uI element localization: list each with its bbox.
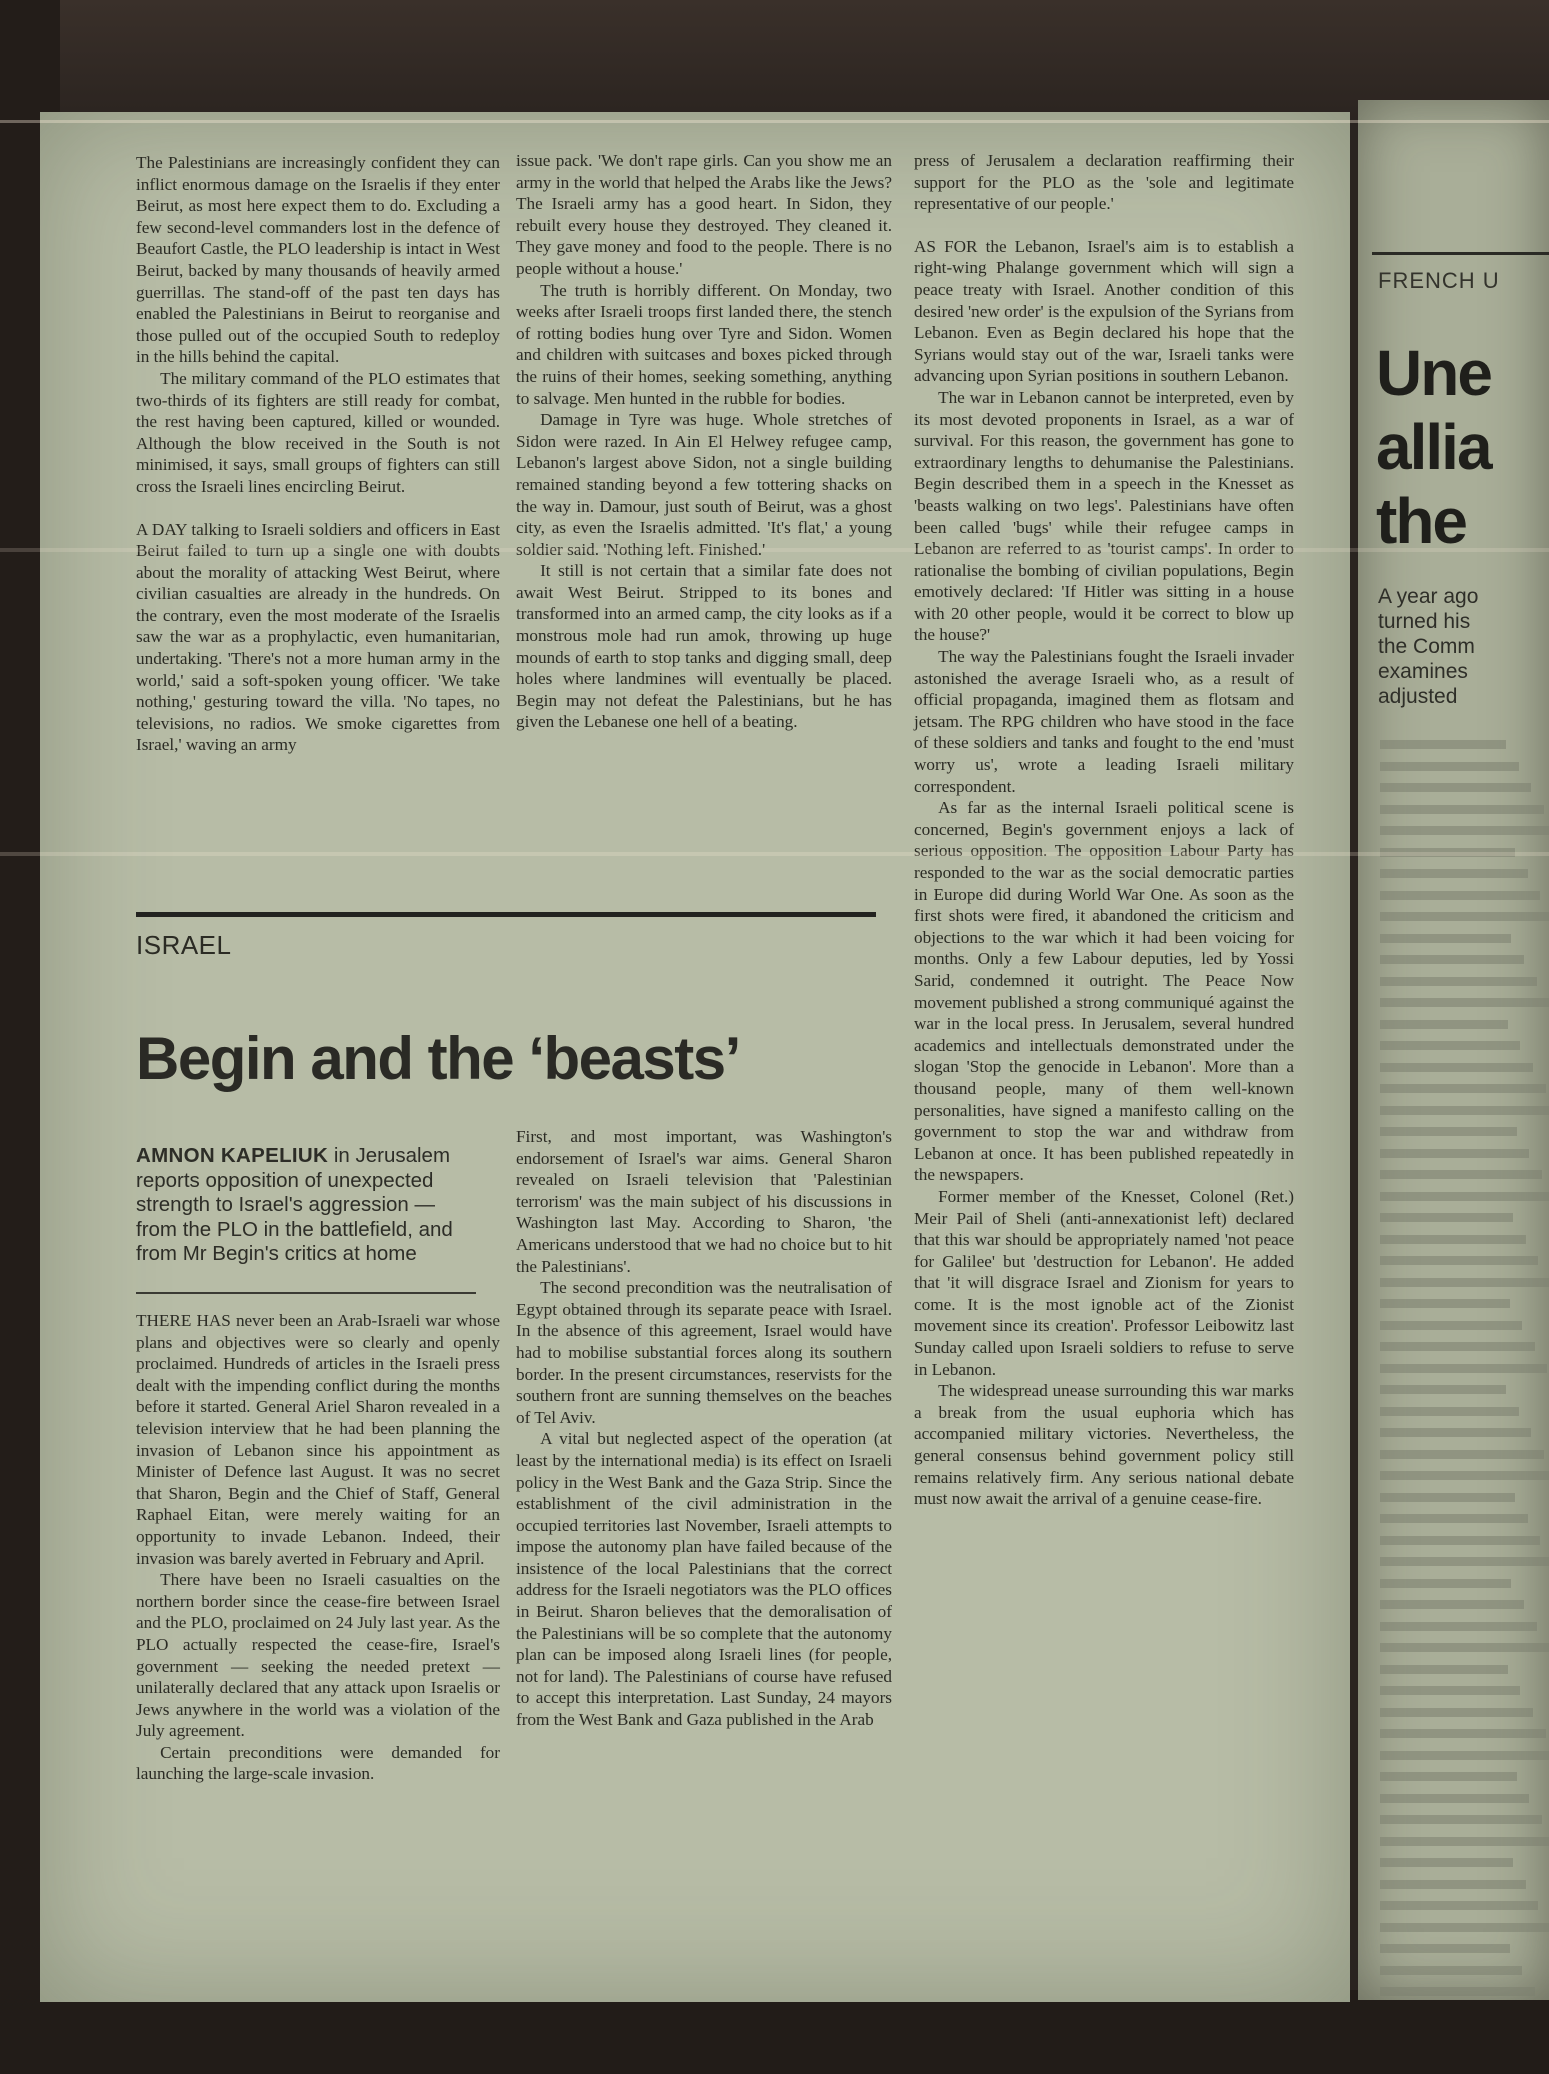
- column-2-bottom: [516, 1126, 892, 1731]
- section-label: ISRAEL: [136, 930, 232, 960]
- illegible-text-line: [1380, 1901, 1538, 1910]
- paragraph: Damage in Tyre was huge. Whole stretches of Sidon were razed. In Ain El Helwey refugee camp, Lebanon's largest above Sidon, not a single building remained standing beyond a few tottering shacks on the way in. Damour, just south of Beirut, was a ghost city, as even the Israelis admitted. 'It's flat,' a young soldier said. 'Nothing left. Finished.': [516, 410, 892, 559]
- paragraph: A vital but neglected aspect of the operation (at least by the international media) is its effect on Israeli policy in the West Bank and the Gaza Strip. Since the establishment of the civil administration in the occupied territories last November, Israeli attempts to impose the autonomy plan have failed because of the insistence of the local Palestinians that the correct address for the Israeli negotiators was the PLO offices in Beirut. Sharon believes that the demoralisation of the Palestinians will be so complete that the autonomy plan can be imposed along Israeli lines (for people, not for land). The Palestinians of course have refused to accept this interpretation. Last Sunday, 24 mayors from the West Bank and Gaza published in the Arab: [516, 1429, 892, 1730]
- illegible-text-line: [1380, 1428, 1531, 1437]
- illegible-text-line: [1380, 1213, 1513, 1222]
- illegible-text-line: [1380, 1987, 1535, 1996]
- standfirst: [136, 1144, 476, 1267]
- illegible-text-line: [1380, 891, 1540, 900]
- illegible-text-line: [1380, 1600, 1524, 1609]
- illegible-text-line: [1380, 1342, 1535, 1351]
- illegible-text-line: [1380, 1665, 1508, 1674]
- adjacent-page: [1358, 100, 1549, 2000]
- paragraph: The war in Lebanon cannot be interpreted, even by its most devoted proponents in Israel, as a war of survival. For this reason, the government has gone to extraordinary lengths to dehumanise the Palestinians. Begin described them in a speech in the Knesset as 'beasts walking on two legs'. Palestinians have often been called 'bugs' while their refugee camps in Lebanon are referred to as 'tourist camps'. In order to rationalise the bombing of civilian populations, Begin emotively declared: 'If Hitler was sitting in a house with 20 other people, would it be correct to blow up the house?': [914, 387, 1294, 645]
- illegible-text-line: [1380, 1149, 1529, 1158]
- illegible-text-line: [1380, 740, 1506, 749]
- illegible-text-line: [1380, 1299, 1510, 1308]
- illegible-text-line: [1380, 1622, 1537, 1631]
- paragraph: THERE HAS never been an Arab-Israeli war whose plans and objectives were so clearly and openly proclaimed. Hundreds of articles in the Israeli press dealt with the impending conflict during the months before it started. General Ariel Sharon revealed in a television interview that he had been planning the invasion of Lebanon since his appointment as Minister of Defence last August. It was no secret that Sharon, Begin and the Chief of Staff, General Raphael Eitan, were merely waiting for an opportunity to invade Lebanon. Indeed, their invasion was barely averted in February and April.: [136, 1311, 500, 1568]
- illegible-text-line: [1380, 1471, 1549, 1480]
- adjacent-standfirst-line: turned his: [1378, 610, 1471, 633]
- paragraph: It still is not certain that a similar fate does not await West Beirut. Stripped to its bones and transformed into an armed camp, the city looks as if a monstrous mole had run amok, throwing up huge mounds of earth to stop tanks and digging small, deep holes where landmines will eventually be placed. Begin may not defeat the Palestinians, but he has given the Lebanese one hell of a beating.: [516, 561, 892, 732]
- paragraph: There have been no Israeli casualties on the northern border since the cease-fire between Israel and the PLO, proclaimed on 24 July last year. As the PLO actually respected the cease-fire, Israel's government — seeking the needed pretext — unilaterally declared that any attack upon Israelis or Jews anywhere in the world was a violation of the July agreement.: [136, 1570, 500, 1741]
- adjacent-standfirst-line: A year ago: [1378, 585, 1479, 608]
- paragraph: Former member of the Knesset, Colonel (Ret.) Meir Pail of Sheli (anti-annexationist left) declared that this war should be appropriately named 'not peace for Galilee' but 'destruction for Lebanon'. He added that 'it will disgrace Israel and Zionism for years to come. It is the most ignoble act of the Zionist movement since its creation'. Professor Leibowitz last Sunday called upon Israeli soldiers to refuse to serve in Lebanon.: [914, 1186, 1294, 1379]
- paragraph: A DAY talking to Israeli soldiers and officers in East Beirut failed to turn up a single one with doubts about the morality of attacking West Beirut, where civilian casualties are already in the hundreds. On the contrary, even the most moderate of the Israelis saw the war as a prophylactic, even humanitarian, undertaking. 'There's not a more human army in the world,' said a soft-spoken young officer. 'We take nothing,' gesturing toward the villa. 'No tapes, no televisions, no radios. We smoke cigarettes from Israel,' waving an army: [136, 519, 500, 755]
- illegible-text-line: [1380, 1192, 1549, 1201]
- illegible-text-line: [1380, 1708, 1533, 1717]
- adjacent-headline-line: the: [1376, 485, 1466, 557]
- frame-bottom: [0, 1990, 1549, 2074]
- illegible-text-line: [1380, 1364, 1547, 1373]
- illegible-text-line: [1380, 1170, 1542, 1179]
- illegible-text-line: [1380, 1063, 1533, 1072]
- illegible-text-line: [1380, 1794, 1529, 1803]
- illegible-text-line: [1380, 1235, 1526, 1244]
- paragraph: First, and most important, was Washington's endorsement of Israel's war aims. General Sharon revealed on Israeli television that 'Palestinian terrorism' was the main subject of his discussions in Washington last May. According to Sharon, 'the Americans understood that we had no choice but to hit the Palestinians'.: [516, 1127, 892, 1276]
- illegible-text-line: [1380, 1858, 1513, 1867]
- illegible-text-line: [1380, 1450, 1544, 1459]
- paragraph: The widespread unease surrounding this war marks a break from the usual euphoria which has accompanied military victories. Nevertheless, the general consensus behind government policy still remains relatively firm. Any serious national debate must now await the arrival of a genuine cease-fire.: [914, 1381, 1294, 1509]
- illegible-text-line: [1380, 977, 1537, 986]
- paragraph: Certain preconditions were demanded for launching the large-scale invasion.: [136, 1742, 500, 1784]
- paragraph: The Palestinians are increasingly confident they can inflict enormous damage on the Israelis if they enter Beirut, as most here expect them to do. Excluding a few second-level commanders lost in the defence of Beaufort Castle, the PLO leadership is intact in West Beirut, backed by many thousands of heavily armed guerrillas. The stand-off of the past ten days has enabled the Palestinians in Beirut to reorganise and those pulled out of the occupied South to redeploy in the hills behind the capital.: [136, 153, 500, 367]
- illegible-text-line: [1380, 1493, 1515, 1502]
- column-1-top: [136, 152, 500, 756]
- standfirst-rule: [136, 1292, 476, 1294]
- paragraph: The truth is horribly different. On Monday, two weeks after Israeli troops first landed there, the stench of rotting bodies hung over Tyre and Sidon. Women and children with suitcases and boxes picked through the ruins of their homes, seeking something, anything to salvage. Men hunted in the rubble for bodies.: [516, 280, 892, 408]
- illegible-text-line: [1380, 1256, 1538, 1265]
- paragraph: AS FOR the Lebanon, Israel's aim is to establish a right-wing Phalange government which will sign a peace treaty with Israel. Another condition of this desired 'new order' is the expulsion of the Syrians from Lebanon. Even as Begin declared his hope that the Syrians would stay out of the war, Israeli tanks were advancing upon Syrian positions in southern Lebanon.: [914, 236, 1294, 386]
- column-1-bottom: [136, 1310, 500, 1785]
- glare: [0, 120, 1549, 123]
- illegible-text-line: [1380, 1579, 1511, 1588]
- illegible-text-line: [1380, 1944, 1510, 1953]
- adjacent-body-text: [1380, 740, 1549, 2000]
- illegible-text-line: [1380, 1514, 1528, 1523]
- column-2-top: [516, 150, 892, 733]
- illegible-text-line: [1380, 1643, 1549, 1652]
- illegible-text-line: [1380, 1966, 1522, 1975]
- illegible-text-line: [1380, 1815, 1542, 1824]
- frame-top: [0, 0, 1549, 120]
- adjacent-standfirst-line: examines: [1378, 660, 1468, 683]
- illegible-text-line: [1380, 1837, 1549, 1846]
- illegible-text-line: [1380, 1407, 1519, 1416]
- illegible-text-line: [1380, 1084, 1546, 1093]
- adjacent-rule: [1372, 252, 1549, 255]
- standfirst-text: in Jerusalem reports opposition of unexpected strength to Israel's aggression — from the PLO in the battlefield, and from Mr Begin's critics at home: [136, 1144, 453, 1265]
- illegible-text-line: [1380, 1686, 1520, 1695]
- adjacent-standfirst-line: the Comm: [1378, 635, 1475, 658]
- adjacent-section-label: FRENCH U: [1378, 268, 1500, 293]
- illegible-text-line: [1380, 1880, 1526, 1889]
- illegible-text-line: [1380, 955, 1524, 964]
- illegible-text-line: [1380, 1536, 1540, 1545]
- illegible-text-line: [1380, 1751, 1549, 1760]
- glare: [0, 852, 1549, 856]
- illegible-text-line: [1380, 826, 1549, 835]
- illegible-text-line: [1380, 1385, 1506, 1394]
- illegible-text-line: [1380, 869, 1528, 878]
- byline-author: AMNON KAPELIUK: [136, 1144, 329, 1167]
- illegible-text-line: [1380, 1106, 1549, 1115]
- illegible-text-line: [1380, 998, 1549, 1007]
- glare: [0, 548, 1549, 552]
- illegible-text-line: [1380, 1772, 1517, 1781]
- paragraph: issue pack. 'We don't rape girls. Can you show me an army in the world that helped the Arabs like the Jews? The Israeli army has a good heart. In Sidon, they rebuilt every house they destroyed. They cleaned it. They gave money and food to the people. There is no people without a house.': [516, 151, 892, 278]
- illegible-text-line: [1380, 1321, 1522, 1330]
- illegible-text-line: [1380, 1557, 1549, 1566]
- adjacent-headline-line: allia: [1376, 411, 1491, 483]
- illegible-text-line: [1380, 912, 1549, 921]
- headline: Begin and the ‘beasts’: [136, 1025, 740, 1092]
- illegible-text-line: [1380, 1278, 1549, 1287]
- illegible-text-line: [1380, 1020, 1508, 1029]
- illegible-text-line: [1380, 1923, 1549, 1932]
- illegible-text-line: [1380, 762, 1519, 771]
- adjacent-headline: [1376, 336, 1491, 558]
- paragraph: As far as the internal Israeli political scene is concerned, Begin's government enjoys a lack of serious opposition. The opposition Labour Party has responded to the war as the social democratic parties in Europe did during World War One. As soon as the first shots were fired, it abandoned the criticism and objections to the war which it had been voicing for months. Only a few Labour deputies, led by Yossi Sarid, condemned it outright. The Peace Now movement published a strong communiqué against the war in the local press. In Jerusalem, several hundred academics and intellectuals demonstrated under the slogan 'Stop the genocide in Lebanon'. More than a thousand people, many of them well-known personalities, have signed a manifesto calling on the government to stop the war and withdraw from Lebanon at once. It has been published repeatedly in the newspapers.: [914, 798, 1294, 1185]
- column-3: [914, 150, 1294, 1510]
- adjacent-standfirst-line: adjusted: [1378, 685, 1458, 708]
- illegible-text-line: [1380, 934, 1511, 943]
- paragraph: The military command of the PLO estimates that two-thirds of its fighters are still ready for combat, the rest having been captured, killed or wounded. Although the blow received in the South is not minimised, it says, small groups of fighters can still cross the Israeli lines encircling Beirut.: [136, 368, 500, 496]
- paragraph: press of Jerusalem a declaration reaffirming their support for the PLO as the 'sole and legitimate representative of our people.': [914, 151, 1294, 214]
- section-rule: [136, 912, 876, 917]
- illegible-text-line: [1380, 805, 1544, 814]
- paragraph: The way the Palestinians fought the Israeli invader astonished the average Israeli who, as a result of official propaganda, imagined them as flotsam and jetsam. The RPG children who have stood in the face of these soldiers and tanks and fought to the end 'must worry us', wrote a leading Israeli military correspondent.: [914, 647, 1294, 796]
- paragraph: The second precondition was the neutralisation of Egypt obtained through its separate peace with Israel. In the absence of this agreement, Israel would have had to mobilise substantial forces along its southern border. In the present circumstances, reservists for the southern front are sunning themselves on the beaches of Tel Aviv.: [516, 1278, 892, 1427]
- adjacent-headline-line: Une: [1376, 337, 1491, 409]
- illegible-text-line: [1380, 1127, 1517, 1136]
- illegible-text-line: [1380, 783, 1531, 792]
- illegible-text-line: [1380, 1041, 1520, 1050]
- adjacent-standfirst: [1378, 584, 1549, 709]
- illegible-text-line: [1380, 1729, 1546, 1738]
